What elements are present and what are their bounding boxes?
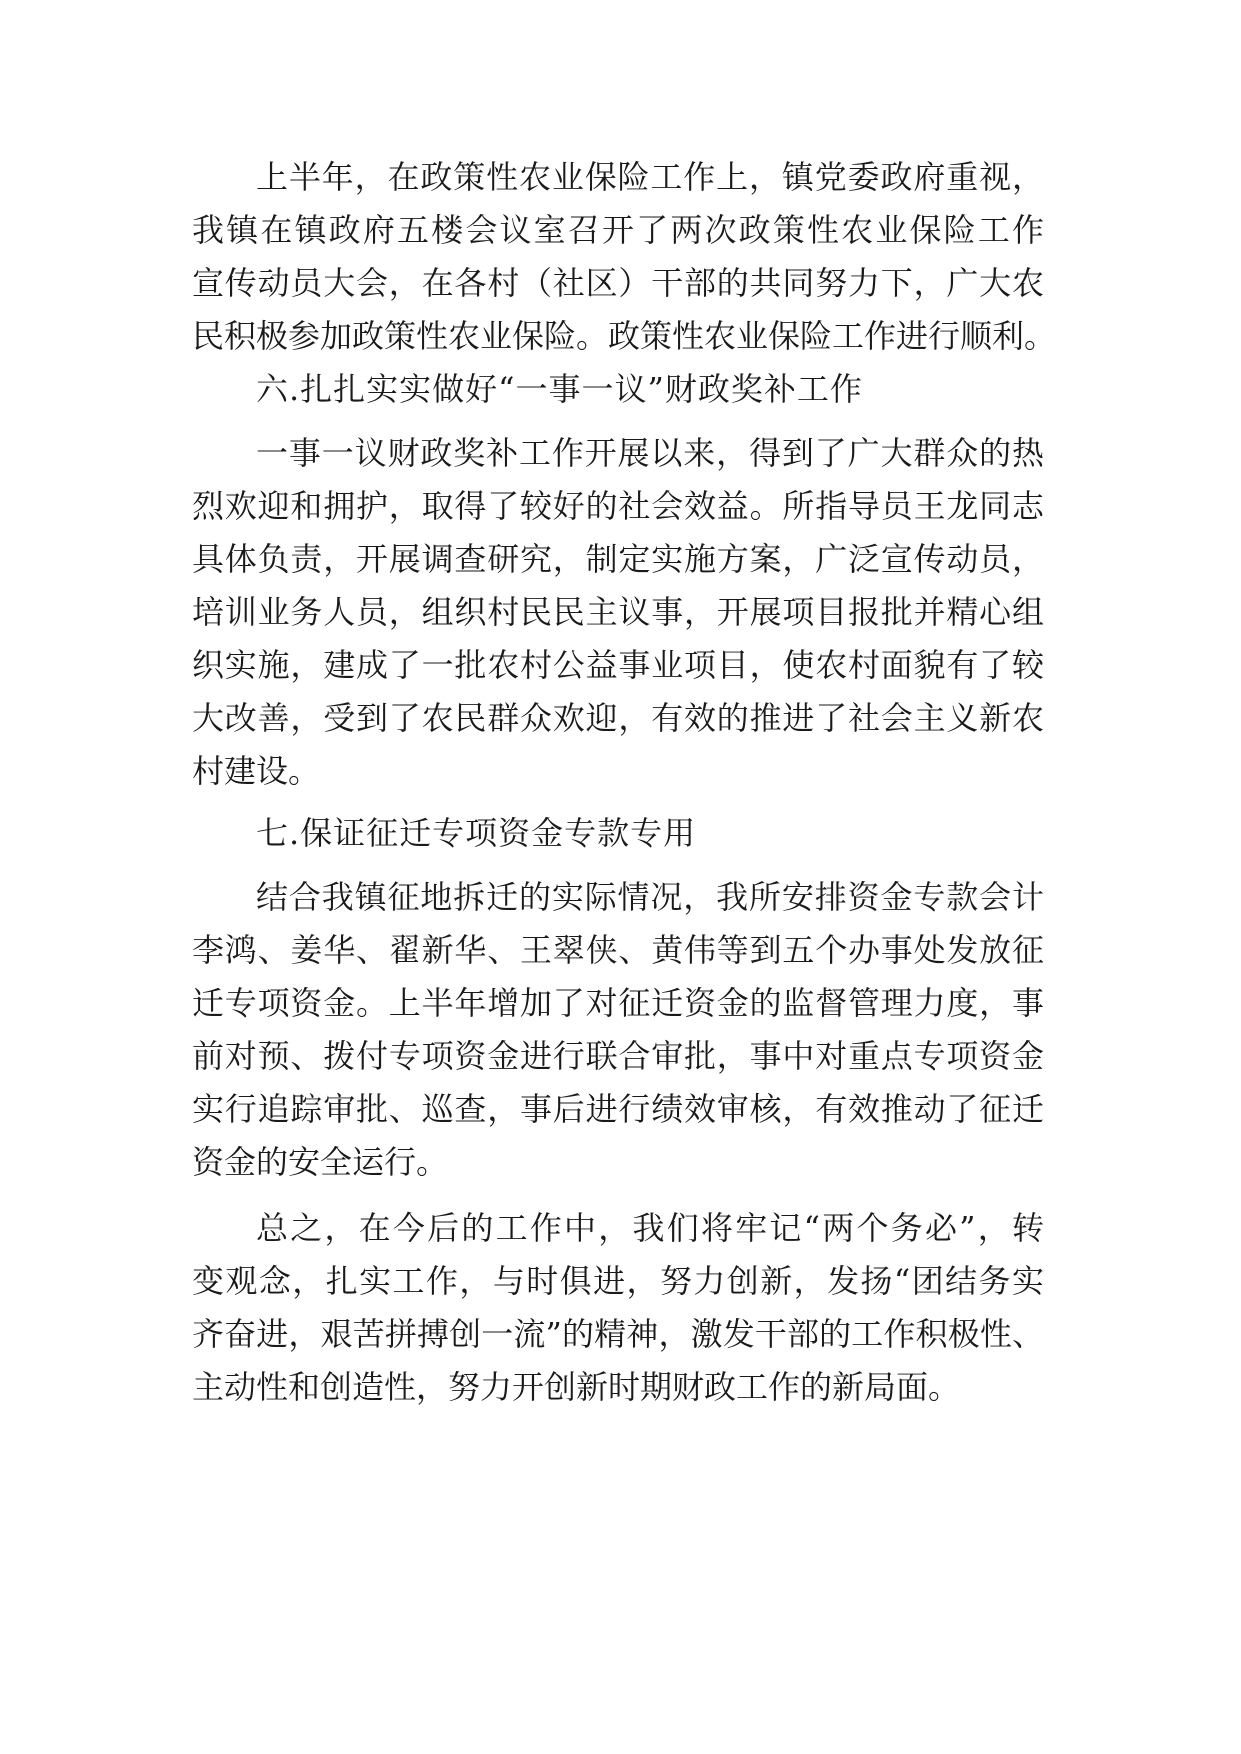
paragraph-line: 烈欢迎和拥护，取得了较好的社会效益。所指导员王龙同志 xyxy=(192,487,1044,525)
paragraph-line: 一事一议财政奖补工作开展以来，得到了广大群众的热 xyxy=(256,434,1044,472)
paragraph-line: 村建设。 xyxy=(192,752,321,790)
paragraph-line: 前对预、拨付专项资金进行联合审批，事中对重点专项资金 xyxy=(192,1037,1044,1075)
paragraph-line: 上半年，在政策性农业保险工作上，镇党委政府重视， xyxy=(256,158,1044,196)
paragraph-line: 主动性和创造性，努力开创新时期财政工作的新局面。 xyxy=(192,1368,961,1406)
paragraph-line: 民积极参加政策性农业保险。政策性农业保险工作进行顺利。 xyxy=(192,317,1057,355)
paragraph-line: 具体负责，开展调查研究，制定实施方案，广泛宣传动员， xyxy=(192,540,1044,578)
paragraph-line: 总之，在今后的工作中，我们将牢记“两个务必”，转 xyxy=(256,1209,1044,1247)
paragraph-line: 宣传动员大会，在各村（社区）干部的共同努力下，广大农 xyxy=(192,264,1044,302)
paragraph-line: 资金的安全运行。 xyxy=(192,1143,449,1181)
paragraph-line: 实行追踪审批、巡查，事后进行绩效审核，有效推动了征迁 xyxy=(192,1090,1044,1128)
paragraph-line: 李鸿、姜华、翟新华、王翠侠、黄伟等到五个办事处发放征 xyxy=(192,931,1044,969)
paragraph-line: 大改善，受到了农民群众欢迎，有效的推进了社会主义新农 xyxy=(192,699,1044,737)
paragraph-line: 变观念，扎实工作，与时俱进，努力创新，发扬“团结务实 xyxy=(192,1262,1044,1300)
paragraph-line: 培训业务人员，组织村民民主议事，开展项目报批并精心组 xyxy=(192,593,1044,631)
paragraph-line: 迁专项资金。上半年增加了对征迁资金的监督管理力度，事 xyxy=(192,984,1044,1022)
section-heading-7: 七.保证征迁专项资金专款专用 xyxy=(256,814,697,852)
paragraph-line: 齐奋进，艰苦拼搏创一流”的精神，激发干部的工作积极性、 xyxy=(192,1315,1044,1353)
paragraph-line: 织实施，建成了一批农村公益事业项目，使农村面貌有了较 xyxy=(192,646,1044,684)
section-heading-6: 六.扎扎实实做好“一事一议”财政奖补工作 xyxy=(256,370,863,408)
paragraph-line: 结合我镇征地拆迁的实际情况，我所安排资金专款会计 xyxy=(256,878,1044,916)
paragraph-line: 我镇在镇政府五楼会议室召开了两次政策性农业保险工作 xyxy=(192,211,1044,249)
